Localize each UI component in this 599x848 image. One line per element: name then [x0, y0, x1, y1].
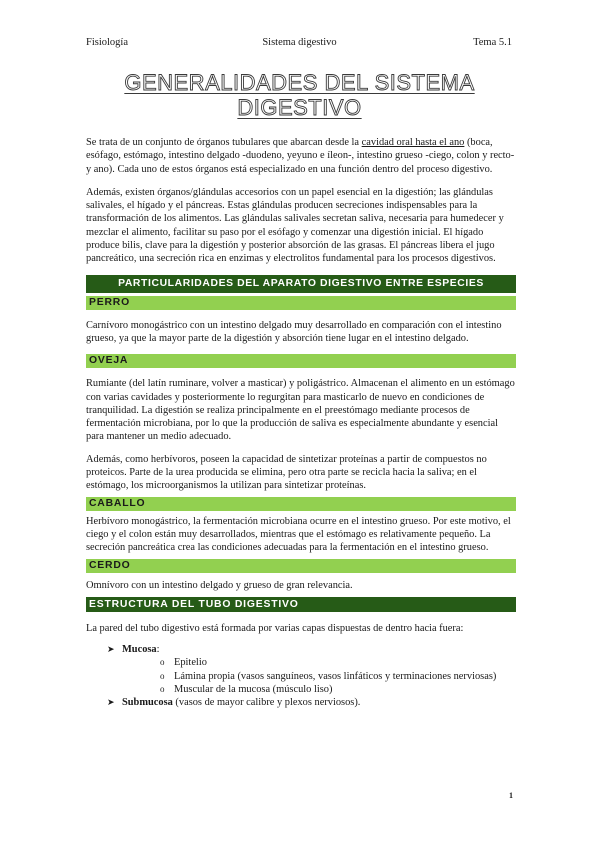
- layer-item-mucosa: [86, 643, 516, 696]
- mucosa-sublist: [122, 656, 516, 696]
- header-topic: Sistema digestivo: [262, 37, 337, 48]
- circle-bullet-icon: o: [160, 684, 165, 695]
- arrow-bullet-icon: ➤: [107, 697, 115, 708]
- sublist-item: [122, 670, 516, 683]
- oveja-paragraph-1: Rumiante (del latín ruminare, volver a masticar) y poligástrico. Almacenan el alimento en un estómago con varias cavidades y posteriormente lo regurgitan para masticarlo de nuevo en condiciones de tranquilidad. La digestión se realiza principalmente en el preestómago mediante procesos de fermentación microbiana, por lo que la producción de saliva es especialmente abundante y esencial para mantener un medio adecuado.: [86, 378, 515, 443]
- cerdo-paragraph: Omnívoro con un intestino delgado y grueso de gran relevancia.: [86, 579, 353, 591]
- layer-name: Mucosa: [122, 644, 157, 656]
- title-line-1: GENERALIDADES DEL SISTEMA: [124, 70, 475, 95]
- subheading-caballo: CABALLO: [86, 497, 516, 511]
- caballo-paragraph: Herbívoro monogástrico, la fermentación microbiana ocurre en el intestino grueso. Por este motivo, el ciego y el colon están muy desarrollados, mientras que el estómago es relativamente pequeño. La secreción pancreática crea las condiciones adecuadas para la fermentación en el intestino grueso.: [86, 515, 511, 554]
- intro-paragraph-2: Además, existen órganos/glándulas accesorios con un papel esencial en la digestión; las glándulas salivales, el hígado y el páncreas. Estas glándulas producen secreciones indispensables para la transformación de los alimentos. Las glándulas salivales secretan saliva, necesaria para humedecer y mezclar el alimento, facilitar su paso por el esófago y comenzar una digestión inicial. El hígado produce bilis, clave para la digestión y posterior absorción de las grasas. El páncreas libera el jugo pancreático, una secreción rica en enzimas y electrolitos fundamental para los procesos digestivos.: [86, 186, 504, 265]
- sublist-item-text: Muscular de la mucosa (músculo liso): [174, 684, 333, 696]
- layer-list: [86, 643, 516, 709]
- page-title: [86, 70, 513, 120]
- oveja-paragraph-2: Además, como herbívoros, poseen la capacidad de sintetizar proteínas a partir de compuestos no proteicos. Parte de la urea producida se elimina, pero otra parte se recicla hacia la saliva; en el estómago, los microorganismos la utilizan para sintetizar proteínas.: [86, 453, 487, 492]
- intro-text-end: (boca, esófago, estómago, intestino delgado -duodeno, yeyuno e íleon-, intestino grueso -ciego, colon y recto- y ano). Cada uno de estos órganos está especializado en una función dentro del proceso digestivo.: [86, 137, 515, 175]
- section-heading-species: PARTICULARIDADES DEL APARATO DIGESTIVO ENTRE ESPECIES: [86, 275, 516, 293]
- section-heading-structure: ESTRUCTURA DEL TUBO DIGESTIVO: [86, 597, 516, 612]
- subheading-oveja: OVEJA: [86, 354, 516, 368]
- sublist-item-text: Epitelio: [174, 657, 207, 669]
- subheading-perro: PERRO: [86, 296, 516, 310]
- layer-name: Submucosa: [122, 697, 173, 709]
- title-line-2: DIGESTIVO: [237, 95, 362, 120]
- subheading-cerdo: CERDO: [86, 559, 516, 573]
- header-unit: Tema 5.1: [473, 37, 512, 48]
- sublist-item: [122, 683, 516, 696]
- intro-text-start: Se trata de un conjunto de órganos tubulares que abarcan desde la: [86, 137, 362, 148]
- perro-paragraph: Carnívoro monogástrico con un intestino delgado muy desarrollado en comparación con el intestino grueso, ya que la mayor parte de la digestión y absorción tiene lugar en el intestino delgado.: [86, 319, 502, 344]
- intro-underlined-text: cavidad oral hasta el ano: [361, 137, 465, 148]
- header-subject: Fisiología: [86, 37, 129, 48]
- circle-bullet-icon: o: [160, 670, 165, 681]
- arrow-bullet-icon: ➤: [107, 644, 115, 655]
- structure-intro: La pared del tubo digestivo está formada por varias capas dispuestas de dentro hacia fuera:: [86, 622, 464, 634]
- sublist-item-text: Lámina propia (vasos sanguíneos, vasos linfáticos y terminaciones nerviosas): [174, 670, 497, 682]
- intro-paragraph-1: [86, 136, 516, 176]
- layer-suffix: (vasos de mayor calibre y plexos nerviosos).: [172, 697, 361, 709]
- layer-item-submucosa: [86, 696, 516, 709]
- sublist-item: [122, 656, 516, 669]
- document-body: [86, 136, 516, 710]
- layer-suffix: :: [156, 644, 160, 656]
- circle-bullet-icon: o: [160, 657, 165, 668]
- page-number: 1: [509, 791, 513, 800]
